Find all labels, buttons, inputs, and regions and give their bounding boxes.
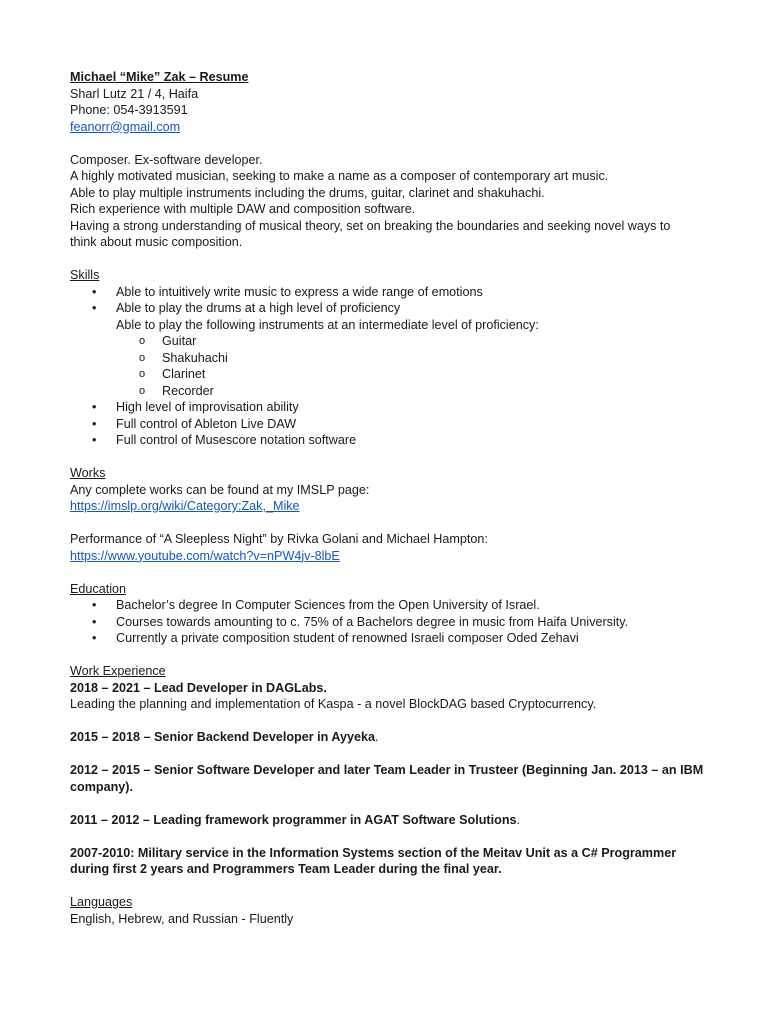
summary-line: Rich experience with multiple DAW and composition software.: [70, 202, 416, 216]
job-title: 2011 – 2012 – Leading framework programmer in AGAT Software Solutions.: [70, 812, 521, 827]
job-title: 2012 – 2015 – Senior Software Developer and later Team Leader in Trusteer (Beginning Jan. 2013 – an IBM: [70, 763, 704, 777]
skill-item: • Full control of Ableton Live DAW: [70, 416, 710, 433]
job-title-cont: during first 2 years and Programmers Team Leader during the final year.: [70, 862, 502, 876]
works-heading: Works: [70, 466, 106, 480]
education-item: • Courses towards amounting to c. 75% of a Bachelors degree in music from Haifa University.: [70, 614, 710, 631]
email-link[interactable]: feanorr@gmail.com: [70, 119, 181, 134]
job-description: Leading the planning and implementation of Kaspa - a novel BlockDAG based Cryptocurrency.: [70, 697, 597, 711]
performance-text: Performance of “A Sleepless Night” by Rivka Golani and Michael Hampton:: [70, 532, 488, 546]
summary-line: Composer. Ex-software developer.: [70, 152, 263, 167]
education-heading: Education: [70, 581, 127, 596]
job-title: 2007-2010: Military service in the Information Systems section of the Meitav Unit as a C# Programmer: [70, 845, 677, 860]
job-title: 2015 – 2018 – Senior Backend Developer in Ayyeka.: [70, 730, 379, 744]
imslp-link[interactable]: https://imslp.org/wiki/Category:Zak,_Mike: [70, 499, 300, 513]
skills-list: [70, 284, 710, 334]
instrument-item: o Guitar: [70, 333, 710, 350]
summary-line: Having a strong understanding of musical theory, set on breaking the boundaries and seeking novel ways to: [70, 218, 671, 233]
resume-title: Michael “Mike” Zak – Resume: [70, 70, 249, 84]
skills-list-continued: [70, 399, 710, 449]
skill-item: • Full control of Musescore notation software: [70, 432, 710, 449]
instrument-item: o Shakuhachi: [70, 350, 710, 367]
education-list: [70, 597, 710, 647]
languages-heading: Languages: [70, 895, 133, 909]
phone: Phone: 054-3913591: [70, 103, 188, 117]
skill-item: • Able to intuitively write music to express a wide range of emotions: [70, 284, 710, 301]
summary-line: A highly motivated musician, seeking to make a name as a composer of contemporary art music.: [70, 169, 609, 183]
resume-document: [70, 69, 710, 927]
skill-item: • High level of improvisation ability: [70, 399, 710, 416]
education-item: • Bachelor’s degree In Computer Sciences from the Open University of Israel.: [70, 597, 710, 614]
languages-text: English, Hebrew, and Russian - Fluently: [70, 911, 294, 926]
instrument-item: o Recorder: [70, 383, 710, 400]
experience-heading: Work Experience: [70, 664, 166, 678]
works-intro: Any complete works can be found at my IMSLP page:: [70, 482, 370, 497]
address: Sharl Lutz 21 / 4, Haifa: [70, 86, 199, 101]
job-title-cont: company).: [70, 779, 133, 794]
instrument-list: [70, 333, 710, 399]
youtube-link[interactable]: https://www.youtube.com/watch?v=nPW4jv-8lbE: [70, 548, 340, 563]
instrument-item: o Clarinet: [70, 366, 710, 383]
education-item: • Currently a private composition student of renowned Israeli composer Oded Zehavi: [70, 630, 710, 647]
summary-line: Able to play multiple instruments including the drums, guitar, clarinet and shakuhachi.: [70, 185, 545, 200]
summary-line: think about music composition.: [70, 235, 243, 249]
skills-heading: Skills: [70, 268, 100, 282]
skill-item: Able to play the following instruments at an intermediate level of proficiency:: [116, 317, 539, 332]
skill-item: • Able to play the drums at a high level of proficiency: [70, 300, 710, 317]
job-title: 2018 – 2021 – Lead Developer in DAGLabs.: [70, 680, 327, 695]
